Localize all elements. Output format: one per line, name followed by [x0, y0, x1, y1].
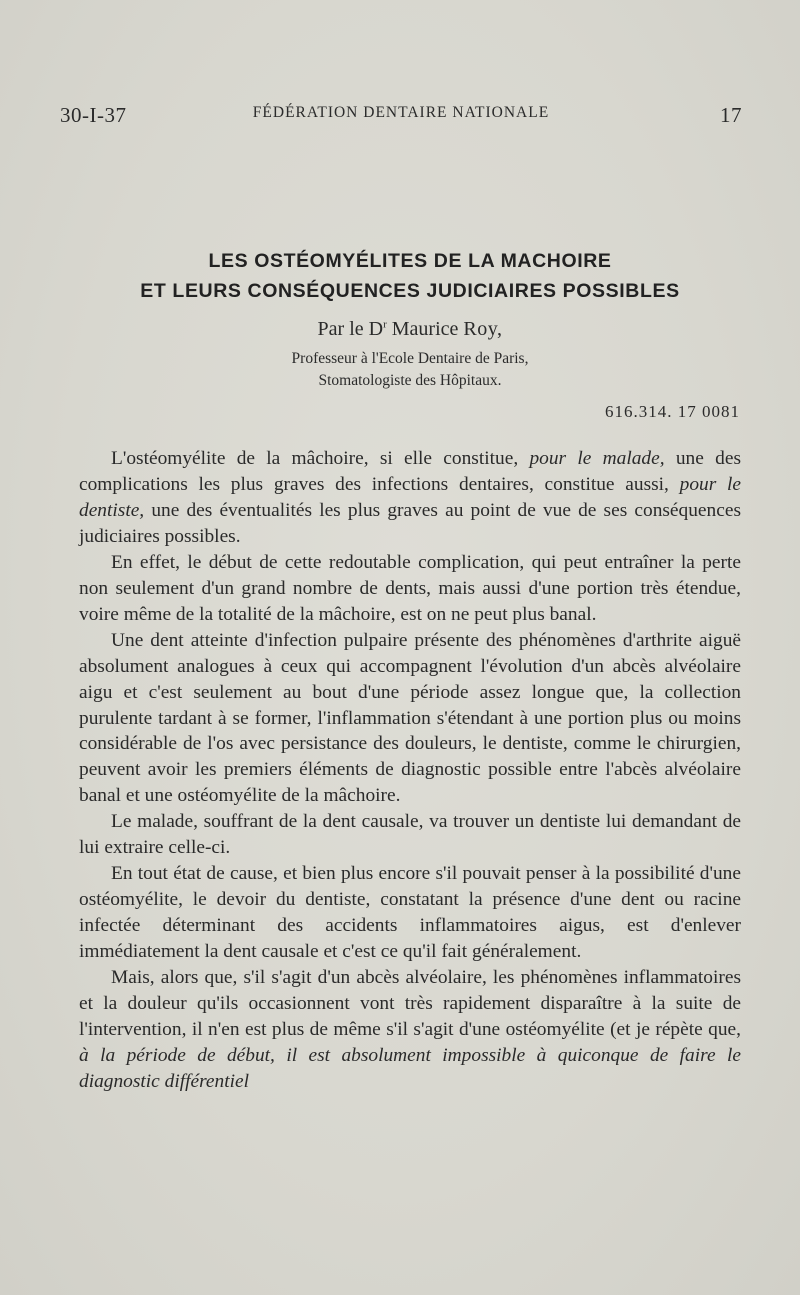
- article-body: [79, 446, 741, 1095]
- byline-prefix: Par le D: [317, 318, 384, 340]
- affiliation-line-1: Professeur à l'Ecole Dentaire de Paris,: [291, 350, 529, 367]
- byline-name: Maurice: [386, 318, 464, 340]
- classification-code: 616.314. 17 0081: [605, 402, 740, 421]
- paragraph-1-text-b: une des complications les plus graves des infections dentaires, constitue aussi,: [79, 448, 741, 495]
- paragraph-1-emphasis-2: pour le dentiste,: [79, 473, 741, 521]
- page-number: 17: [720, 103, 742, 127]
- paragraph-6-emphasis: à la période de début, il est absolument impossible à quiconque de faire le diagnostic différentiel: [79, 1044, 741, 1092]
- article-title-line-1: LES OSTÉOMYÉLITES DE LA MACHOIRE: [208, 250, 612, 272]
- paragraph-1-text-a: L'ostéomyélite de la mâchoire, si elle constitue,: [111, 448, 530, 469]
- running-head: [60, 103, 742, 129]
- paragraph-3: Une dent atteinte d'infection pulpaire présente des phénomènes d'arthrite aiguë absolument analogues à ceux qui accompagnent l'évolution d'un abcès alvéolaire aigu et c'est seulement au bout d'une période assez longue que, la collection purulente tardant à se former, l'inflammation s'étendant à une portion plus ou moins considérable de l'os avec persistance des douleurs, le dentiste, comme le chirurgien, peuvent avoir les premiers éléments de diagnostic possible entre l'abcès alvéolaire banal et une ostéomyélite de la mâchoire.: [79, 629, 741, 807]
- byline-surname: Roy,: [463, 318, 503, 340]
- issue-date: 30-I-37: [60, 103, 127, 127]
- paragraph-6-text-a: Mais, alors que, s'il s'agit d'un abcès alvéolaire, les phénomènes inflammatoires et la douleur qu'ils occasionnent vont très rapidement disparaître à la suite de l'intervention, il n'en est plus de même s'il s'agit d'une ostéomyélite (et je répète que,: [79, 967, 741, 1040]
- journal-title: FÉDÉRATION DENTAIRE NATIONALE: [252, 104, 550, 121]
- paragraph-1-emphasis-1: pour le malade,: [529, 448, 665, 469]
- paragraph-6: [79, 965, 741, 1095]
- byline: [60, 318, 760, 341]
- paragraph-1-text-c: une des éventualités les plus graves au point de vue de ses conséquences judiciaires possibles.: [79, 499, 741, 547]
- paragraph-5: En tout état de cause, et bien plus encore s'il pouvait penser à la possibilité d'une ostéomyélite, le devoir du dentiste, constatant la présence d'une dent ou racine infectée déterminant des accidents inflammatoires aigus, est d'enlever immédiatement la dent causale et c'est ce qu'il fait généralement.: [79, 863, 741, 963]
- paragraph-4: Le malade, souffrant de la dent causale, va trouver un dentiste lui demandant de lui extraire celle-ci.: [79, 811, 741, 859]
- paragraph-2: En effet, le début de cette redoutable complication, qui peut entraîner la perte non seulement d'un grand nombre de dents, mais aussi d'une portion très étendue, voire même de la totalité de la mâchoire, est on ne peut plus banal.: [79, 551, 741, 625]
- paragraph-1: [79, 446, 741, 550]
- affiliation-line-2: Stomatologiste des Hôpitaux.: [318, 372, 502, 389]
- article-title-line-2: ET LEURS CONSÉQUENCES JUDICIAIRES POSSIBLES: [140, 280, 680, 302]
- byline-sup: r: [383, 318, 387, 331]
